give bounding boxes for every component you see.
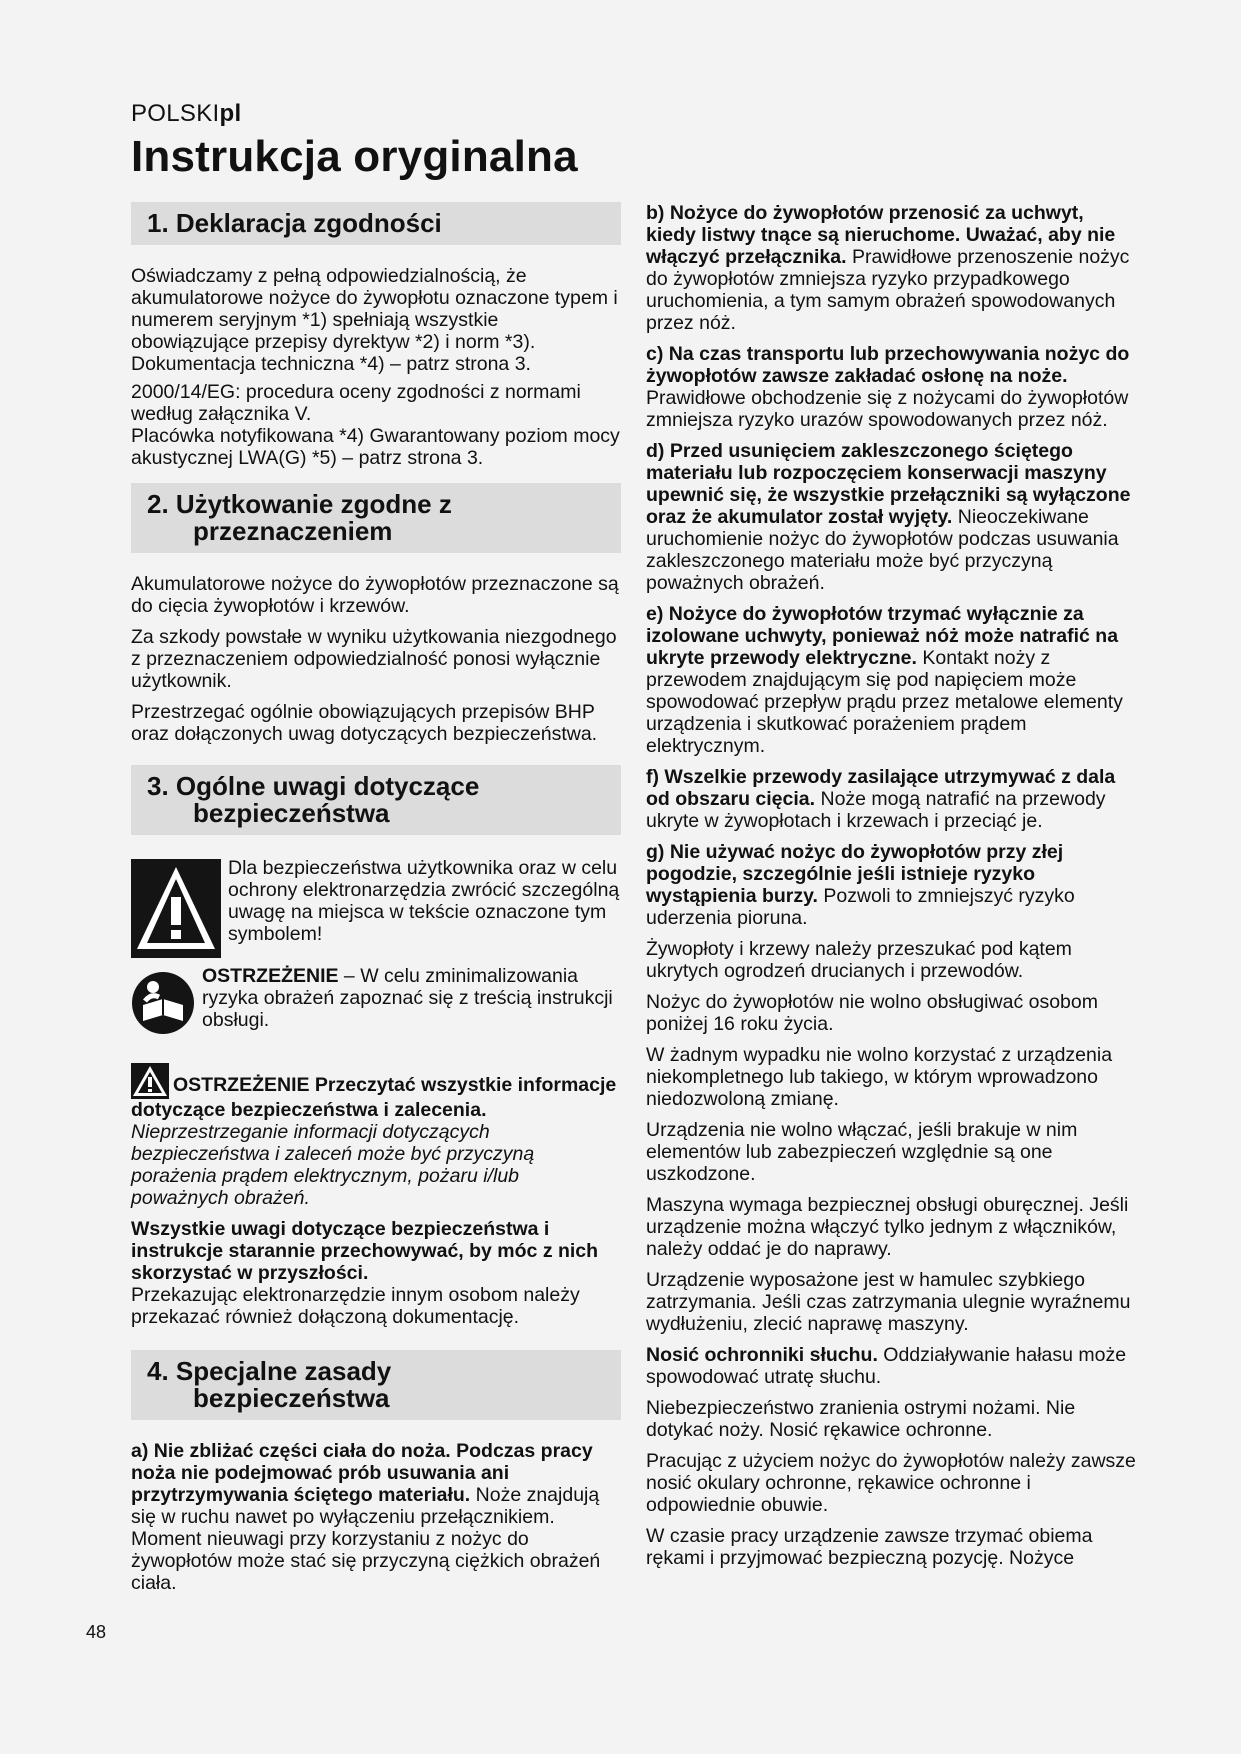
rule-e-text: Kontakt noży z przewodem znajdującym się pod napięciem może spowodować przepływ prądu przez metalowe elementy urządzenia i skutkować porażeniem prądem elektrycznym.	[646, 647, 1123, 757]
hearing-protection-text: Oddziaływanie hałasu może spowodować utratę słuchu.	[646, 1344, 1127, 1388]
right-paragraph-6: Urządzenie wyposażone jest w hamulec szybkiego zatrzymania. Jeśli czas zatrzymania ulegnie wyraźnemu wydłużeniu, zlecić naprawę maszyny.	[646, 1269, 1131, 1335]
keep-instructions-bold: Wszystkie uwagi dotyczące bezpieczeństwa i instrukcje starannie przechowywać, by móc z nich skorzystać w przyszłości.	[131, 1218, 599, 1284]
rule-b	[646, 202, 1136, 334]
rule-g	[646, 841, 1136, 929]
hearing-protection-bold: Nosić ochronniki słuchu.	[646, 1344, 878, 1366]
keep-instructions-text-2: przekazać również dołączoną dokumentację.	[131, 1306, 520, 1328]
rule-d-bold: d) Przed usunięciem zakleszczonego ściętego materiału lub rozpoczęciem konserwacji maszyny upewnić się, że wszystkie przełączniki są wyłączone oraz że akumulator został wyjęty.	[646, 440, 1131, 528]
section-1-heading: 1. Deklaracja zgodności	[131, 202, 621, 245]
safety-symbol-note	[131, 855, 621, 965]
section-2-heading-line1: 2. Użytkowanie zgodne z	[147, 489, 452, 519]
sec1-notified-body-text: Placówka notyfikowana *4) Gwarantowany poziom mocy akustycznej LWA(G) *5) – patrz strona 3.	[131, 425, 620, 469]
rule-a-text: Noże znajdują się w ruchu nawet po wyłączeniu przełącznikiem. Moment nieuwagi przy korzystaniu z nożyc do żywopłotów może stać się przyczyną ciężkich obrażeń ciała.	[131, 1484, 601, 1594]
read-manual-text	[202, 965, 621, 1031]
right-paragraph-7: Niebezpieczeństwo zranienia ostrymi nożami. Nie dotykać noży. Nosić rękawice ochronne.	[646, 1397, 1076, 1441]
sec2-paragraph-1: Akumulatorowe nożyce do żywopłotów przeznaczone są do cięcia żywopłotów i krzewów.	[131, 573, 619, 617]
rule-d	[646, 440, 1136, 594]
rule-d-text: Nieoczekiwane uruchomienie nożyc do żywopłotów podczas usuwania zakleszczonego materiału może być przyczyną poważnych obrażeń.	[646, 506, 1119, 594]
rule-f	[646, 766, 1136, 832]
sec2-paragraph-2: Za szkody powstałe w wyniku użytkowania niezgodnego z przeznaczeniem odpowiedzialność ponosi wyłącznie użytkownik.	[131, 626, 617, 692]
warning-triangle-icon	[131, 859, 221, 958]
sec1-paragraph-1: Oświadczamy z pełną odpowiedzialnością, że akumulatorowe nożyce do żywopłotu oznaczone typem i numerem seryjnym *1) spełniają wszystkie obowiązujące przepisy dyrektyw *2) i norm *3). Dokumentacja techniczna *4) – patrz strona 3.	[131, 265, 618, 375]
general-warning-bold: OSTRZEŻENIE Przeczytać wszystkie informacje dotyczące bezpieczeństwa i zalecenia.	[131, 1074, 617, 1121]
language-code: pl	[219, 100, 242, 127]
rule-f-bold: f) Wszelkie przewody zasilające utrzymywać z dala od obszaru cięcia.	[646, 766, 1116, 810]
warning-triangle-small-icon	[131, 1063, 169, 1099]
sec2-paragraph-3: Przestrzegać ogólnie obowiązujących przepisów BHP oraz dołączonych uwag dotyczących bezpieczeństwa.	[131, 701, 598, 745]
section-4-heading-line1: 4. Specjalne zasady	[147, 1356, 392, 1386]
right-paragraph-9: W czasie pracy urządzenie zawsze trzymać obiema rękami i przyjmować bezpieczną pozycję. Nożyce	[646, 1525, 1093, 1569]
document-title: Instrukcja oryginalna	[131, 132, 578, 181]
rule-g-bold: g) Nie używać nożyc do żywopłotów przy złej pogodzie, szczególnie jeśli istnieje ryzyko wystąpienia burzy.	[646, 841, 1064, 907]
read-manual-note	[131, 965, 621, 1049]
section-3-heading-line1: 3. Ogólne uwagi dotyczące	[147, 771, 480, 801]
read-manual-body: – W celu zminimalizowania ryzyka obrażeń zapoznać się z treścią instrukcji obsługi.	[202, 965, 613, 1031]
rule-a-bold: a) Nie zbliżać części ciała do noża. Podczas pracy noża nie podejmować prób usuwania ani przytrzymywania ściętego materiału.	[131, 1440, 593, 1506]
right-paragraph-8: Pracując z użyciem nożyc do żywopłotów należy zawsze nosić okulary ochronne, rękawice ochronne i odpowiednie obuwie.	[646, 1450, 1136, 1516]
rule-f-text: Noże mogą natrafić na przewody ukryte w żywopłotach i krzewach i przeciąć je.	[646, 788, 1106, 832]
right-paragraph-5: Maszyna wymaga bezpiecznej obsługi oburęcznej. Jeśli urządzenie można włączyć tylko jednym z włączników, należy oddać je do naprawy.	[646, 1194, 1129, 1260]
section-2-heading	[131, 483, 621, 553]
page-number: 48	[86, 1622, 107, 1642]
general-warning-italic: Nieprzestrzeganie informacji dotyczących bezpieczeństwa i zaleceń może być przyczyną porażenia prądem elektrycznym, pożaru i/lub poważnych obrażeń.	[131, 1121, 535, 1209]
rule-c-bold: c) Na czas transportu lub przechowywania nożyc do żywopłotów zawsze zakładać osłonę na noże.	[646, 343, 1130, 387]
right-paragraph-4: Urządzenia nie wolno włączać, jeśli brakuje w nim elementów lub zabezpieczeń względnie są one uszkodzone.	[646, 1119, 1078, 1185]
right-paragraph-2: Nożyc do żywopłotów nie wolno obsługiwać osobom poniżej 16 roku życia.	[646, 991, 1098, 1035]
rule-c-text: Prawidłowe obchodzenie się z nożycami do żywopłotów zmniejsza ryzyko urazów spowodowanych przez nóż.	[646, 387, 1129, 431]
language-label	[131, 100, 241, 128]
hearing-protection	[646, 1344, 1136, 1388]
rule-b-bold: b) Nożyce do żywopłotów przenosić za uchwyt, kiedy listwy tnące są nieruchome. Uważać, aby nie włączyć przełącznika.	[646, 202, 1116, 268]
section-2-heading-line2: przeznaczeniem	[193, 516, 393, 546]
rule-a	[131, 1440, 621, 1594]
language-name: POLSKI	[131, 100, 220, 127]
warning-label: OSTRZEŻENIE	[202, 965, 339, 987]
left-column	[131, 202, 621, 1603]
rule-c	[646, 343, 1136, 431]
sec1-paragraph-2	[131, 381, 621, 469]
keep-instructions	[131, 1218, 621, 1328]
rule-e	[646, 603, 1136, 757]
right-paragraph-1: Żywopłoty i krzewy należy przeszukać pod kątem ukrytych ogrodzeń drucianych i przewodów.	[646, 938, 1072, 982]
rule-b-text: Prawidłowe przenoszenie nożyc do żywopłotów zmniejsza ryzyko przypadkowego uruchomienia, a tym samym obrażeń spowodowanych przez nóż.	[646, 246, 1130, 334]
safety-symbol-text: Dla bezpieczeństwa użytkownika oraz w celu ochrony elektronarzędzia zwrócić szczególną uwagę na miejsca w tekście oznaczone tym symbolem!	[228, 857, 620, 945]
keep-instructions-text-1: Przekazując elektronarzędzie innym osobom należy	[131, 1284, 580, 1306]
section-3-heading-line2: bezpieczeństwa	[193, 798, 390, 828]
sec1-conformity-text: 2000/14/EG: procedura oceny zgodności z normami według załącznika V.	[131, 381, 581, 425]
right-column	[646, 202, 1136, 1578]
read-manual-icon	[131, 971, 195, 1035]
general-warning	[131, 1063, 621, 1209]
section-3-heading	[131, 765, 621, 835]
right-paragraph-3: W żadnym wypadku nie wolno korzystać z urządzenia niekompletnego lub takiego, w którym wprowadzono niedozwoloną zmianę.	[646, 1044, 1113, 1110]
section-4-heading	[131, 1350, 621, 1420]
section-4-heading-line2: bezpieczeństwa	[193, 1383, 390, 1413]
rule-g-text: Pozwoli to zmniejszyć ryzyko uderzenia pioruna.	[646, 885, 1075, 929]
rule-e-bold: e) Nożyce do żywopłotów trzymać wyłącznie za izolowane uchwyty, ponieważ nóż może natrafić na ukryte przewody elektryczne.	[646, 603, 1119, 669]
